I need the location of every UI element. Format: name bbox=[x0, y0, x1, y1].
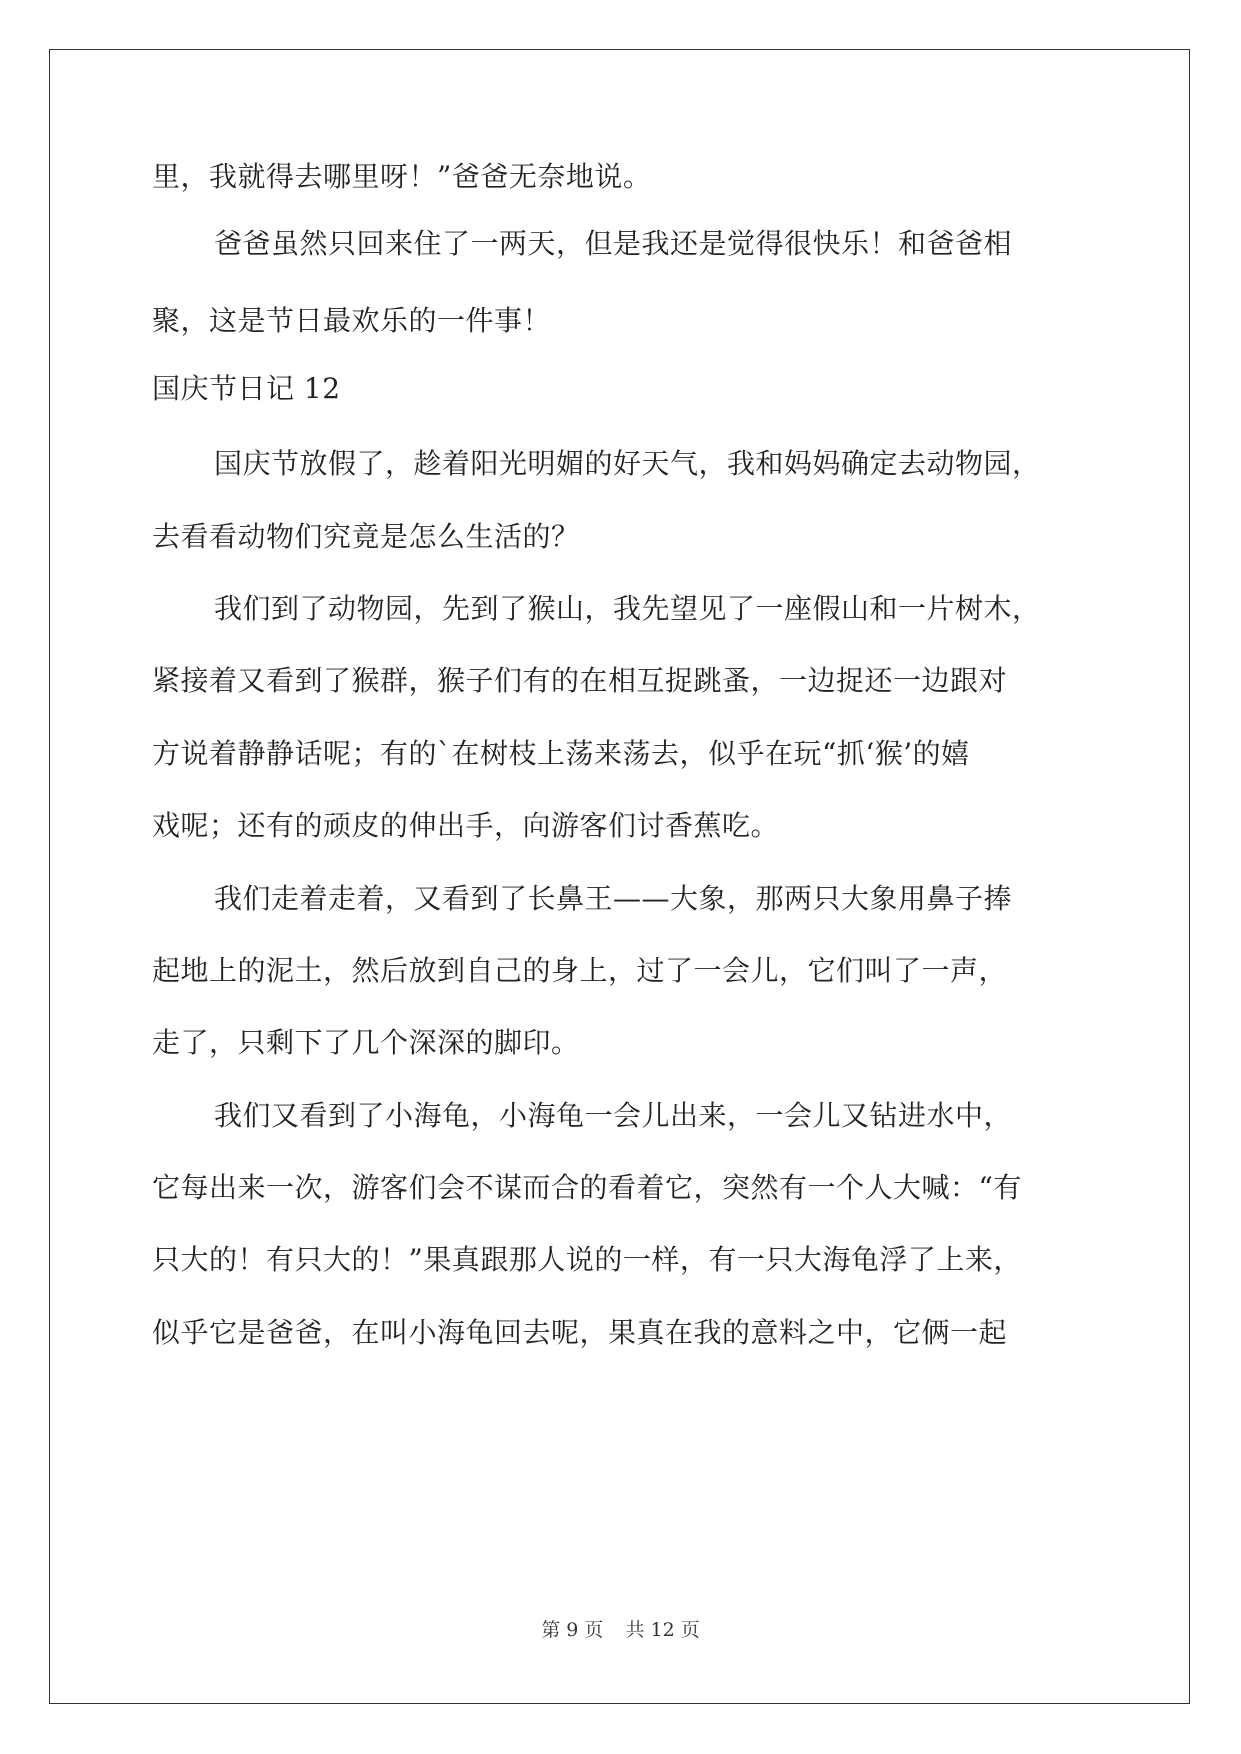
page-footer bbox=[0, 1618, 1241, 1642]
paragraph-line: 我们又看到了小海龟，小海龟一会儿出来，一会儿又钻进水中， bbox=[214, 1099, 1013, 1132]
paragraph-line: 紧接着又看到了猴群，猴子们有的在相互捉跳蚤，一边捉还一边跟对 bbox=[152, 664, 1008, 697]
paragraph-line: 只大的！有只大的！”果真跟那人说的一样，有一只大海龟浮了上来， bbox=[152, 1243, 1022, 1276]
paragraph-line: 它每出来一次，游客们会不谋而合的看着它，突然有一个人大喊：“有 bbox=[152, 1171, 1022, 1204]
page-border bbox=[49, 49, 1190, 1704]
paragraph-line: 爸爸虽然只回来住了一两天，但是我还是觉得很快乐！和爸爸相 bbox=[214, 227, 1013, 260]
paragraph-line: 起地上的泥土，然后放到自己的身上，过了一会儿，它们叫了一声， bbox=[152, 954, 1008, 987]
paragraph-line: 我们到了动物园，先到了猴山，我先望见了一座假山和一片树木， bbox=[214, 592, 1041, 625]
paragraph-line: 里，我就得去哪里呀！”爸爸无奈地说。 bbox=[152, 160, 652, 193]
page-number: 第 9 页 bbox=[541, 1619, 604, 1641]
page-total: 共 12 页 bbox=[625, 1619, 700, 1641]
paragraph-line: 戏呢；还有的顽皮的伸出手，向游客们讨香蕉吃。 bbox=[152, 809, 780, 842]
paragraph-line: 我们走着走着，又看到了长鼻王——大象，那两只大象用鼻子捧 bbox=[214, 882, 1013, 915]
section-heading: 国庆节日记 12 bbox=[152, 372, 341, 405]
paragraph-line: 聚，这是节日最欢乐的一件事！ bbox=[152, 304, 552, 337]
paragraph-line: 走了，只剩下了几个深深的脚印。 bbox=[152, 1026, 580, 1059]
paragraph-line: 去看看动物们究竟是怎么生活的？ bbox=[152, 520, 580, 553]
paragraph-line: 似乎它是爸爸，在叫小海龟回去呢，果真在我的意料之中，它俩一起 bbox=[152, 1316, 1008, 1349]
paragraph-line: 国庆节放假了，趁着阳光明媚的好天气，我和妈妈确定去动物园， bbox=[214, 447, 1041, 480]
paragraph-line: 方说着静静话呢；有的`在树枝上荡来荡去，似乎在玩“抓‘猴’的嬉 bbox=[152, 737, 970, 770]
